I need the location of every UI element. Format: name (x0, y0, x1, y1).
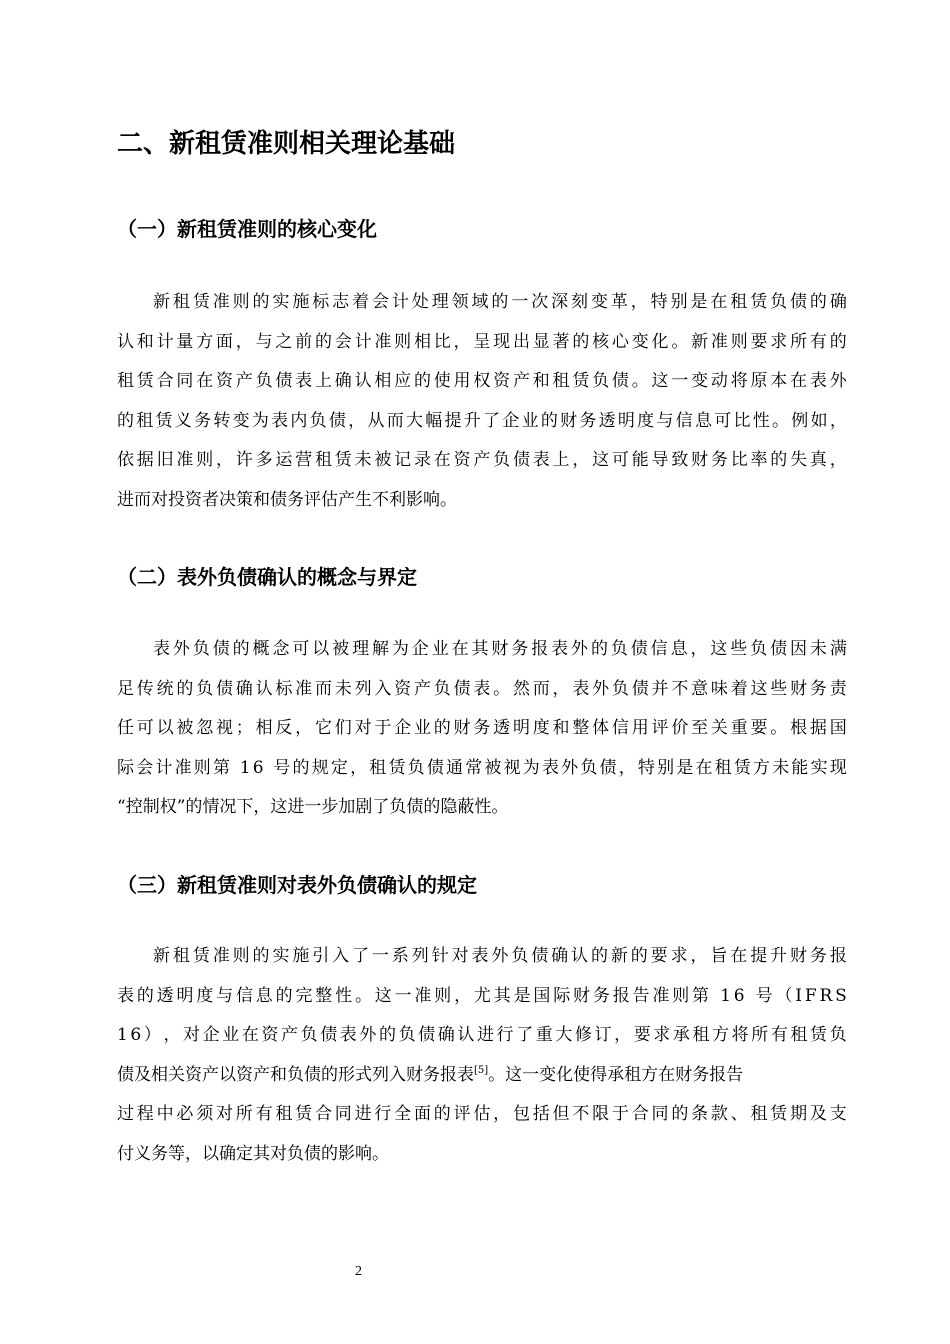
paragraph-line: 认 和 计 量 方 面 ， 与 之 前 的 会 计 准 则 相 比 ， 呈 现 出 显 著 的 核 心 变 化 。 新 准 则 要 求 所 有 的 (117, 331, 847, 352)
paragraph-line: 际 会 计 准 则 第 1 6 号 的 规 定 ， 租 赁 负 债 通 常 被 视 为 表 外 负 债 ， 特 别 是 在 租 赁 方 未 能 实 现 (117, 757, 847, 778)
paragraph-line: 租 赁 合 同 在 资 产 负 债 表 上 确 认 相 应 的 使 用 权 资 产 和 租 赁 负 债 。 这 一 变 动 将 原 本 在 表 外 (117, 371, 847, 391)
paragraph-line-with-citation (117, 1056, 847, 1096)
paragraph-line: 新 租 赁 准 则 的 实 施 引 入 了 一 系 列 针 对 表 外 负 债 确 认 的 新 的 要 求 ， 旨 在 提 升 财 务 报 (153, 946, 847, 966)
citation-ref: [5] (474, 1064, 489, 1076)
paragraph-line: 的 租 赁 义 务 转 变 为 表 内 负 债 ， 从 而 大 幅 提 升 了 企 业 的 财 务 透 明 度 与 信 息 可 比 性 。 例 如 ， (117, 410, 847, 431)
paragraph-line: 过 程 中 必 须 对 所 有 租 赁 合 同 进 行 全 面 的 评 估 ， 包 括 但 不 限 于 合 同 的 条 款 、 租 赁 期 及 支 (117, 1104, 847, 1124)
paragraph-line: 新 租 赁 准 则 的 实 施 标 志 着 会 计 处 理 领 域 的 一 次 深 刻 变 革 ， 特 别 是 在 租 赁 负 债 的 确 (153, 292, 847, 312)
section-heading-2: （二）表外负债确认的概念与界定 (117, 565, 417, 589)
section-heading-3: （三）新租赁准则对表外负债确认的规定 (117, 873, 477, 897)
chapter-title: 二、新租赁准则相关理论基础 (117, 129, 456, 159)
paragraph-line: 付义务等，以确定其对负债的影响。 (117, 1143, 389, 1164)
paragraph-text: 。这一变化使得承租方在财务报告 (488, 1064, 744, 1085)
page-number: 2 (355, 1264, 362, 1279)
paragraph-line: “控制权”的情况下，这进一步加剧了负债的隐蔽性。 (117, 797, 509, 817)
paragraph-line: 表 的 透 明 度 与 信 息 的 完 整 性 。 这 一 准 则 ， 尤 其 是 国 际 财 务 报 告 准 则 第 1 6 号 （ I F R S (117, 985, 847, 1006)
paragraph-line: 表 外 负 债 的 概 念 可 以 被 理 解 为 企 业 在 其 财 务 报 表 外 的 负 债 信 息 ， 这 些 负 债 因 未 满 (153, 639, 847, 659)
section-3-paragraph (117, 937, 847, 1174)
paragraph-line: 足 传 统 的 负 债 确 认 标 准 而 未 列 入 资 产 负 债 表 。 然 而 ， 表 外 负 债 并 不 意 味 着 这 些 财 务 责 (117, 678, 847, 699)
section-heading-1: （一）新租赁准则的核心变化 (117, 217, 377, 241)
paragraph-text: 债及相关资产以资产和负债的形式列入财务报表 (117, 1064, 474, 1085)
section-2-paragraph (117, 630, 847, 828)
paragraph-line: 依 据 旧 准 则 ， 许 多 运 营 租 赁 未 被 记 录 在 资 产 负 债 表 上 ， 这 可 能 导 致 财 务 比 率 的 失 真 ， (117, 450, 847, 470)
section-1-paragraph (117, 283, 847, 520)
paragraph-line: 1 6 ） ， 对 企 业 在 资 产 负 债 表 外 的 负 债 确 认 进 行 了 重 大 修 订 ， 要 求 承 租 方 将 所 有 租 赁 负 (117, 1025, 847, 1045)
paragraph-line: 进而对投资者决策和债务评估产生不利影响。 (117, 489, 457, 510)
paragraph-line: 任 可 以 被 忽 视 ； 相 反 ， 它 们 对 于 企 业 的 财 务 透 明 度 和 整 体 信 用 评 价 至 关 重 要 。 根 据 国 (117, 718, 847, 738)
